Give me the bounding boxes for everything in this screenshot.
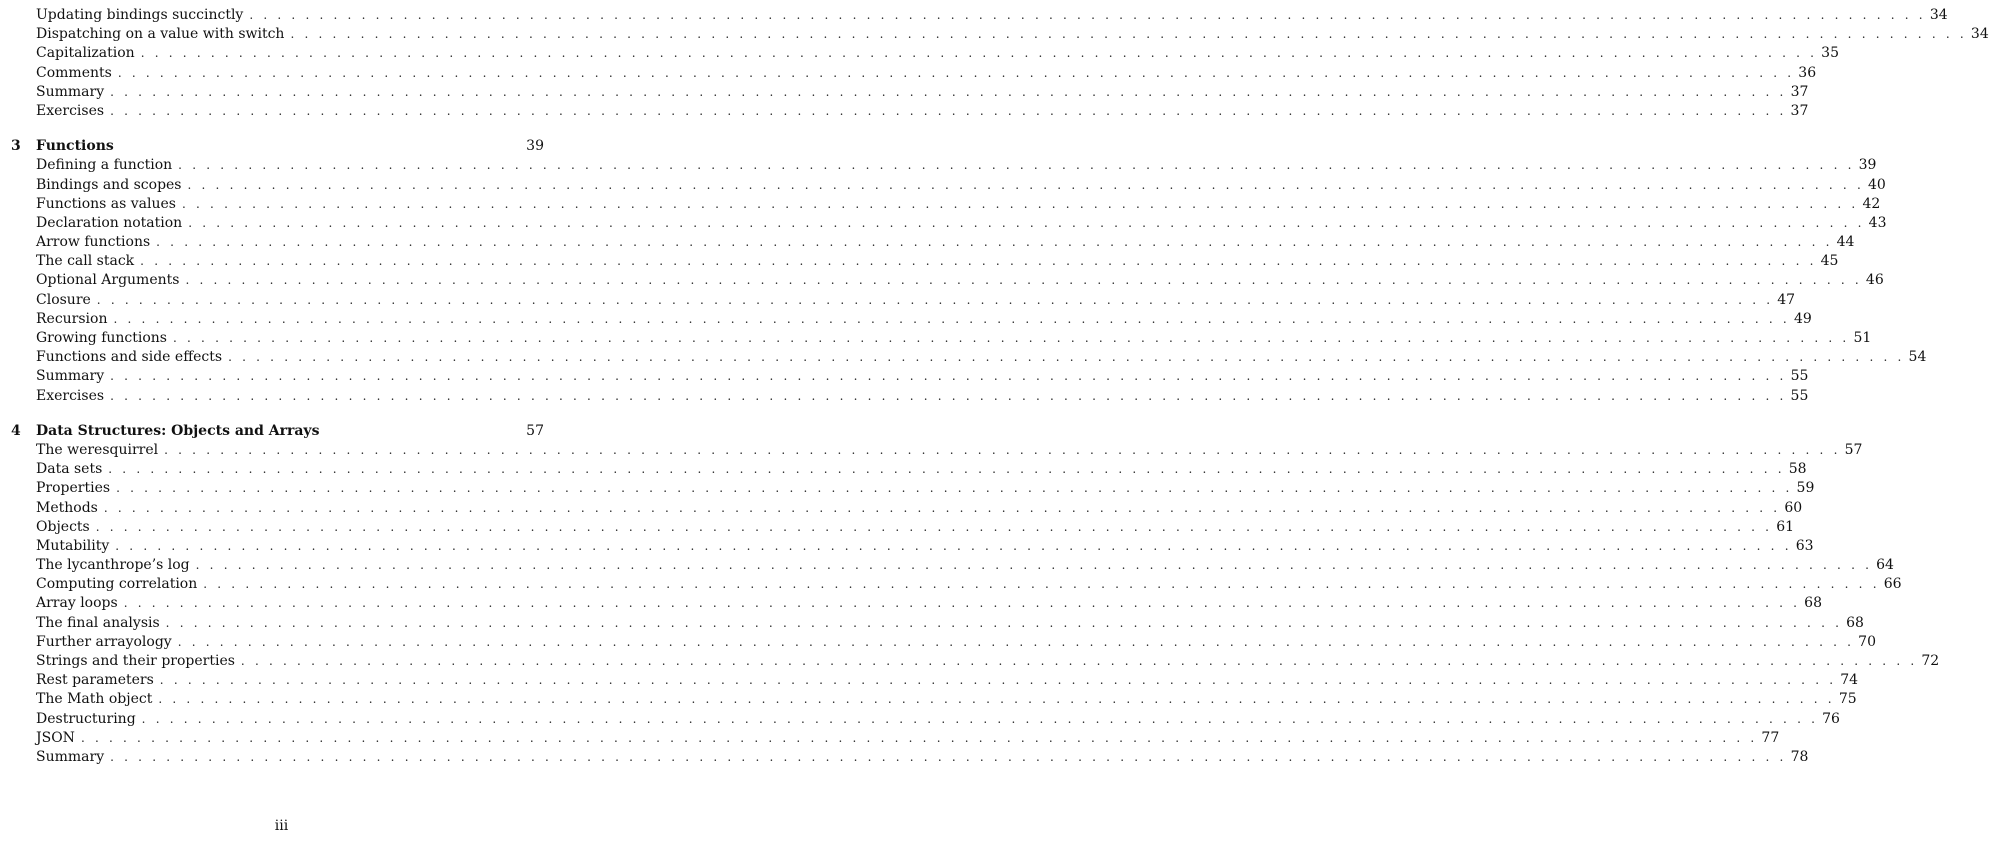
dot-leader: . . . . . . . . . . . . . . . . . . . . . . . . . . . . . . . . . . . . . . . . . . . . . . . . . . . . . . . . . . . . . . . . . . . . . . . . . . . . . . . . . . . . . . . . . . . . . . . . . . . . . . . . . . . . . . . . . . . . . . . . <box>95 519 1773 534</box>
dot-leader: . . . . . . . . . . . . . . . . . . . . . . . . . . . . . . . . . . . . . . . . . . . . . . . . . . . . . . . . . . . . . . . . . . . . . . . . . . . . . . . . . . . . . . . . . . . . . . . . . . . . . . . . . . . . . . . . . . . . . . . . <box>110 369 1787 384</box>
toc-entry-title: Methods <box>36 499 98 516</box>
dot-leader: . . . . . . . . . . . . . . . . . . . . . . . . . . . . . . . . . . . . . . . . . . . . . . . . . . . . . . . . . . . . . . . . . . . . . . . . . . . . . . . . . . . . . . . . . . . . . . . . . . . . . . . . . . . . . . . . . . . . . . . . <box>123 596 1801 611</box>
table-of-contents <box>0 6 1989 767</box>
dot-leader: . . . . . . . . . . . . . . . . . . . . . . . . . . . . . . . . . . . . . . . . . . . . . . . . . . . . . . . . . . . . . . . . . . . . . . . . . . . . . . . . . . . . . . . . . . . . . . . . . . . . . . . . . . . . . . . . . . . . . . . . <box>165 615 1843 630</box>
toc-entry-page-number: 36 <box>1798 64 1817 81</box>
toc-entry-page-number: 35 <box>1821 45 1839 62</box>
dot-leader: . . . . . . . . . . . . . . . . . . . . . . . . . . . . . . . . . . . . . . . . . . . . . . . . . . . . . . . . . . . . . . . . . . . . . . . . . . . . . . . . . . . . . . . . . . . . . . . . . . . . . . . . . . . . . . . . . . . . . . . . <box>185 273 1862 288</box>
dot-leader: . . . . . . . . . . . . . . . . . . . . . . . . . . . . . . . . . . . . . . . . . . . . . . . . . . . . . . . . . . . . . . . . . . . . . . . . . . . . . . . . . . . . . . . . . . . . . . . . . . . . . . . . . . . . . . . . . . . . . . . . <box>187 177 1864 192</box>
toc-entry[interactable] <box>0 310 1812 329</box>
toc-entry-title: Exercises <box>36 102 105 119</box>
toc-entry-title: Computing correlation <box>36 576 198 593</box>
toc-entry-page-number: 34 <box>1970 26 1989 43</box>
toc-entry[interactable] <box>0 460 1807 479</box>
toc-entry-title: Rest parameters <box>36 672 154 689</box>
toc-entry-page-number: 76 <box>1822 710 1840 727</box>
dot-leader: . . . . . . . . . . . . . . . . . . . . . . . . . . . . . . . . . . . . . . . . . . . . . . . . . . . . . . . . . . . . . . . . . . . . . . . . . . . . . . . . . . . . . . . . . . . . . . . . . . . . . . . . . . . . . . . . . . . . . . . . <box>140 254 1817 269</box>
toc-entry-title: Mutability <box>36 537 110 554</box>
toc-entry-title: Exercises <box>36 387 105 404</box>
toc-entry-title: Updating bindings succinctly <box>36 7 244 23</box>
toc-entry[interactable] <box>0 387 1809 406</box>
toc-entry-page-number: 54 <box>1908 349 1927 366</box>
toc-entry-page-number: 47 <box>1777 291 1796 308</box>
toc-entry-page-number: 77 <box>1761 729 1780 746</box>
toc-entry[interactable] <box>0 271 1884 290</box>
dot-leader: . . . . . . . . . . . . . . . . . . . . . . . . . . . . . . . . . . . . . . . . . . . . . . . . . . . . . . . . . . . . . . . . . . . . . . . . . . . . . . . . . . . . . . . . . . . . . . . . . . . . . . . . . . . . . . . . . . . . . . . . <box>110 84 1787 99</box>
toc-entry-title: Summary <box>36 748 105 765</box>
toc-entry[interactable] <box>0 594 1822 613</box>
toc-entry[interactable] <box>0 102 1809 121</box>
toc-entry-title: Further arrayology <box>36 633 172 650</box>
toc-entry[interactable] <box>0 195 1881 214</box>
dot-leader: . . . . . . . . . . . . . . . . . . . . . . . . . . . . . . . . . . . . . . . . . . . . . . . . . . . . . . . . . . . . . . . . . . . . . . . . . . . . . . . . . . . . . . . . . . . . . . . . . . . . . . . . . . . . . . . . . . . . . . . . <box>177 634 1855 649</box>
toc-entry-page-number: 63 <box>1795 537 1814 554</box>
toc-entry-title: The call stack <box>36 253 135 270</box>
toc-entry-title: Properties <box>36 480 111 497</box>
toc-entry-page-number: 68 <box>1846 614 1864 631</box>
toc-entry-title: Capitalization <box>36 45 135 62</box>
dot-leader: . . . . . . . . . . . . . . . . . . . . . . . . . . . . . . . . . . . . . . . . . . . . . . . . . . . . . . . . . . . . . . . . . . . . . . . . . . . . . . . . . . . . . . . . . . . . . . . . . . . . . . . . . . . . . . . . . . . . . . . . <box>140 46 1818 61</box>
toc-entry-page-number: 72 <box>1921 653 1940 669</box>
toc-entry-title: Recursion <box>36 310 108 327</box>
chapter-title: Data Structures: Objects and Arrays <box>36 422 320 439</box>
toc-entry-page-number: 68 <box>1804 595 1822 612</box>
toc-entry[interactable] <box>0 83 1809 102</box>
dot-leader: . . . . . . . . . . . . . . . . . . . . . . . . . . . . . . . . . . . . . . . . . . . . . . . . . . . . . . . . . . . . . . . . . . . . . . . . . . . . . . . . . . . . . . . . . . . . . . . . . . . . . . . . . . . . . . . . . . . . . . . . <box>108 462 1785 477</box>
toc-entry[interactable] <box>0 233 1855 252</box>
toc-entry-page-number: 51 <box>1853 330 1872 346</box>
toc-entry-title: Dispatching on a value with switch <box>36 26 285 43</box>
toc-entry-page-number: 74 <box>1840 672 1859 689</box>
dot-leader: . . . . . . . . . . . . . . . . . . . . . . . . . . . . . . . . . . . . . . . . . . . . . . . . . . . . . . . . . . . . . . . . . . . . . . . . . . . . . . . . . . . . . . . . . . . . . . . . . . . . . . . . . . . . . . . . . . . . . . . . <box>116 481 1793 496</box>
toc-entry-title: Declaration notation <box>36 214 183 231</box>
dot-leader: . . . . . . . . . . . . . . . . . . . . . . . . . . . . . . . . . . . . . . . . . . . . . . . . . . . . . . . . . . . . . . . . . . . . . . . . . . . . . . . . . . . . . . . . . . . . . . . . . . . . . . . . . . . . . . . . . . . . . . . . <box>96 292 1774 307</box>
toc-entry-page-number: 39 <box>1858 157 1877 174</box>
chapter-heading[interactable] <box>0 422 563 441</box>
toc-entry-title: Growing functions <box>36 330 167 346</box>
dot-leader: . . . . . . . . . . . . . . . . . . . . . . . . . . . . . . . . . . . . . . . . . . . . . . . . . . . . . . . . . . . . . . . . . . . . . . . . . . . . . . . . . . . . . . . . . . . . . . . . . . . . . . . . . . . . . . . . . . . . . . . . <box>158 692 1835 707</box>
dot-leader: . . . . . . . . . . . . . . . . . . . . . . . . . . . . . . . . . . . . . . . . . . . . . . . . . . . . . . . . . . . . . . . . . . . . . . . . . . . . . . . . . . . . . . . . . . . . . . . . . . . . . . . . . . . . . . . . . . . . . . . . <box>240 654 1918 668</box>
dot-leader: . . . . . . . . . . . . . . . . . . . . . . . . . . . . . . . . . . . . . . . . . . . . . . . . . . . . . . . . . . . . . . . . . . . . . . . . . . . . . . . . . . . . . . . . . . . . . . . . . . . . . . . . . . . . . . . . . . . . . . . . <box>110 749 1787 764</box>
toc-entry-page-number: 64 <box>1876 557 1894 574</box>
toc-entry[interactable] <box>0 44 1839 63</box>
toc-entry-page-number: 55 <box>1790 387 1809 404</box>
dot-leader: . . . . . . . . . . . . . . . . . . . . . . . . . . . . . . . . . . . . . . . . . . . . . . . . . . . . . . . . . . . . . . . . . . . . . . . . . . . . . . . . . . . . . . . . . . . . . . . . . . . . . . . . . . . . . . . . . . . . . . . . <box>115 538 1792 553</box>
toc-entry[interactable] <box>0 690 1857 709</box>
toc-entry[interactable] <box>0 710 1840 729</box>
toc-entry-page-number: 37 <box>1790 102 1809 119</box>
toc-entry-page-number: 57 <box>1844 441 1863 458</box>
toc-entry-title: The lycanthrope’s log <box>36 557 190 574</box>
chapter-title: Functions <box>36 138 114 155</box>
dot-leader: . . . . . . . . . . . . . . . . . . . . . . . . . . . . . . . . . . . . . . . . . . . . . . . . . . . . . . . . . . . . . . . . . . . . . . . . . . . . . . . . . . . . . . . . . . . . . . . . . . . . . . . . . . . . . . . . . . . . . . . . <box>156 235 1833 250</box>
toc-entry[interactable] <box>0 479 1815 498</box>
toc-entry[interactable] <box>0 518 1795 537</box>
chapter-page-number: 57 <box>526 422 544 439</box>
dot-leader: . . . . . . . . . . . . . . . . . . . . . . . . . . . . . . . . . . . . . . . . . . . . . . . . . . . . . . . . . . . . . . . . . . . . . . . . . . . . . . . . . . . . . . . . . . . . . . . . . . . . . . . . . . . . . . . . . . . . . . . . <box>113 311 1790 326</box>
dot-leader: . . . . . . . . . . . . . . . . . . . . . . . . . . . . . . . . . . . . . . . . . . . . . . . . . . . . . . . . . . . . . . . . . . . . . . . . . . . . . . . . . . . . . . . . . . . . . . . . . . . . . . . . . . . . . . . . . . . . . . . . <box>172 331 1850 345</box>
toc-entry-page-number: 40 <box>1867 176 1886 193</box>
toc-entry-title: Defining a function <box>36 157 173 174</box>
dot-leader: . . . . . . . . . . . . . . . . . . . . . . . . . . . . . . . . . . . . . . . . . . . . . . . . . . . . . . . . . . . . . . . . . . . . . . . . . . . . . . . . . . . . . . . . . . . . . . . . . . . . . . . . . . . . . . . . . . . . . . . . <box>181 196 1859 211</box>
toc-entry[interactable] <box>0 537 1814 556</box>
toc-entry-page-number: 37 <box>1790 83 1809 100</box>
toc-entry-title: Objects <box>36 518 90 535</box>
dot-leader: . . . . . . . . . . . . . . . . . . . . . . . . . . . . . . . . . . . . . . . . . . . . . . . . . . . . . . . . . . . . . . . . . . . . . . . . . . . . . . . . . . . . . . . . . . . . . . . . . . . . . . . . . . . . . . . . . . . . . . . . <box>159 673 1837 688</box>
dot-leader: . . . . . . . . . . . . . . . . . . . . . . . . . . . . . . . . . . . . . . . . . . . . . . . . . . . . . . . . . . . . . . . . . . . . . . . . . . . . . . . . . . . . . . . . . . . . . . . . . . . . . . . . . . . . . . . . . . . . . . . . <box>80 730 1758 745</box>
toc-entry-title: Functions and side effects <box>36 349 223 366</box>
toc-entry[interactable] <box>0 367 1809 386</box>
toc-entry[interactable] <box>0 348 1927 367</box>
chapter-number: 4 <box>11 422 21 439</box>
page-number-footer: iii <box>274 818 289 834</box>
toc-entry-page-number: 55 <box>1790 368 1809 385</box>
toc-entry-page-number: 75 <box>1838 691 1857 708</box>
toc-entry-page-number: 70 <box>1858 633 1876 650</box>
toc-entry[interactable] <box>0 671 1859 690</box>
toc-entry-page-number: 78 <box>1790 748 1809 765</box>
toc-entry-title: Strings and their properties <box>36 653 235 669</box>
toc-entry[interactable] <box>0 729 1780 748</box>
toc-entry-page-number: 66 <box>1883 576 1902 593</box>
toc-entry-page-number: 34 <box>1929 7 1948 23</box>
toc-entry[interactable] <box>0 156 1877 175</box>
toc-entry[interactable] <box>0 575 1902 594</box>
toc-entry-title: Summary <box>36 83 105 100</box>
toc-entry[interactable] <box>0 748 1809 767</box>
toc-entry-title: JSON <box>36 729 75 746</box>
toc-entry[interactable] <box>0 633 1876 652</box>
dot-leader: . . . . . . . . . . . . . . . . . . . . . . . . . . . . . . . . . . . . . . . . . . . . . . . . . . . . . . . . . . . . . . . . . . . . . . . . . . . . . . . . . . . . . . . . . . . . . . . . . . . . . . . . . . . . . . . . . . . . . . . . <box>117 65 1795 80</box>
toc-entry-title: Arrow functions <box>36 234 151 251</box>
dot-leader: . . . . . . . . . . . . . . . . . . . . . . . . . . . . . . . . . . . . . . . . . . . . . . . . . . . . . . . . . . . . . . . . . . . . . . . . . . . . . . . . . . . . . . . . . . . . . . . . . . . . . . . . . . . . . . . . . . . . . . . . <box>110 388 1787 403</box>
toc-entry[interactable] <box>0 291 1796 310</box>
toc-entry-page-number: 43 <box>1868 214 1887 231</box>
dot-leader: . . . . . . . . . . . . . . . . . . . . . . . . . . . . . . . . . . . . . . . . . . . . . . . . . . . . . . . . . . . . . . . . . . . . . . . . . . . . . . . . . . . . . . . . . . . . . . . . . . . . . . . . . . . . . . . . . . . . . . . . <box>141 711 1819 726</box>
toc-entry[interactable] <box>0 214 1887 233</box>
toc-entry-title: Bindings and scopes <box>36 176 182 193</box>
toc-entry[interactable] <box>0 176 1886 195</box>
dot-leader: . . . . . . . . . . . . . . . . . . . . . . . . . . . . . . . . . . . . . . . . . . . . . . . . . . . . . . . . . . . . . . . . . . . . . . . . . . . . . . . . . . . . . . . . . . . . . . . . . . . . . . . . . . . . . . . . . . . . . . . . <box>188 215 1865 230</box>
dot-leader: . . . . . . . . . . . . . . . . . . . . . . . . . . . . . . . . . . . . . . . . . . . . . . . . . . . . . . . . . . . . . . . . . . . . . . . . . . . . . . . . . . . . . . . . . . . . . . . . . . . . . . . . . . . . . . . . . . . . . . . . <box>103 500 1781 515</box>
toc-entry-title: Comments <box>36 64 112 81</box>
toc-entry-page-number: 58 <box>1788 461 1807 478</box>
toc-entry[interactable] <box>0 25 1989 44</box>
toc-entry-page-number: 45 <box>1820 253 1839 270</box>
dot-leader: . . . . . . . . . . . . . . . . . . . . . . . . . . . . . . . . . . . . . . . . . . . . . . . . . . . . . . . . . . . . . . . . . . . . . . . . . . . . . . . . . . . . . . . . . . . . . . . . . . . . . . . . . . . . . . . . . . . . . . . . <box>195 558 1873 573</box>
toc-entry[interactable] <box>0 614 1864 633</box>
chapter-heading[interactable] <box>0 137 563 156</box>
toc-entry-page-number: 59 <box>1796 480 1815 497</box>
chapter-page-number: 39 <box>526 138 544 155</box>
toc-entry-title: Summary <box>36 368 105 385</box>
toc-entry[interactable] <box>0 499 1803 518</box>
dot-leader: . . . . . . . . . . . . . . . . . . . . . . . . . . . . . . . . . . . . . . . . . . . . . . . . . . . . . . . . . . . . . . . . . . . . . . . . . . . . . . . . . . . . . . . . . . . . . . . . . . . . . . . . . . . . . . . . . . . . . . . . <box>249 8 1926 22</box>
toc-entry[interactable] <box>0 652 1940 671</box>
toc-entry-page-number: 60 <box>1784 499 1803 516</box>
dot-leader: . . . . . . . . . . . . . . . . . . . . . . . . . . . . . . . . . . . . . . . . . . . . . . . . . . . . . . . . . . . . . . . . . . . . . . . . . . . . . . . . . . . . . . . . . . . . . . . . . . . . . . . . . . . . . . . . . . . . . . . . <box>110 103 1787 118</box>
toc-entry[interactable] <box>0 252 1839 271</box>
toc-entry-title: The Math object <box>36 691 153 708</box>
toc-entry-title: Closure <box>36 291 91 308</box>
toc-entry-title: The final analysis <box>36 614 160 631</box>
toc-entry[interactable] <box>0 6 1948 25</box>
dot-leader: . . . . . . . . . . . . . . . . . . . . . . . . . . . . . . . . . . . . . . . . . . . . . . . . . . . . . . . . . . . . . . . . . . . . . . . . . . . . . . . . . . . . . . . . . . . . . . . . . . . . . . . . . . . . . . . . . . . . . . . . <box>203 577 1880 592</box>
toc-entry-page-number: 61 <box>1776 518 1795 535</box>
toc-entry-page-number: 44 <box>1836 234 1855 251</box>
toc-entry[interactable] <box>0 64 1817 83</box>
toc-entry-title: Array loops <box>36 595 118 612</box>
toc-entry[interactable] <box>0 329 1872 348</box>
toc-entry-title: Data sets <box>36 461 103 478</box>
dot-leader: . . . . . . . . . . . . . . . . . . . . . . . . . . . . . . . . . . . . . . . . . . . . . . . . . . . . . . . . . . . . . . . . . . . . . . . . . . . . . . . . . . . . . . . . . . . . . . . . . . . . . . . . . . . . . . . . . . . . . . . . <box>164 442 1841 457</box>
toc-entry[interactable] <box>0 556 1894 575</box>
dot-leader: . . . . . . . . . . . . . . . . . . . . . . . . . . . . . . . . . . . . . . . . . . . . . . . . . . . . . . . . . . . . . . . . . . . . . . . . . . . . . . . . . . . . . . . . . . . . . . . . . . . . . . . . . . . . . . . . . . . . . . . . <box>228 350 1905 365</box>
dot-leader: . . . . . . . . . . . . . . . . . . . . . . . . . . . . . . . . . . . . . . . . . . . . . . . . . . . . . . . . . . . . . . . . . . . . . . . . . . . . . . . . . . . . . . . . . . . . . . . . . . . . . . . . . . . . . . . . . . . . . . . . <box>178 158 1855 173</box>
toc-entry-title: The weresquirrel <box>36 441 159 458</box>
chapter-number: 3 <box>11 138 21 155</box>
toc-entry-page-number: 42 <box>1862 195 1881 212</box>
toc-entry[interactable] <box>0 441 1863 460</box>
toc-entry-page-number: 46 <box>1865 272 1884 289</box>
toc-entry-page-number: 49 <box>1793 310 1812 327</box>
toc-entry-title: Optional Arguments <box>36 272 180 289</box>
dot-leader: . . . . . . . . . . . . . . . . . . . . . . . . . . . . . . . . . . . . . . . . . . . . . . . . . . . . . . . . . . . . . . . . . . . . . . . . . . . . . . . . . . . . . . . . . . . . . . . . . . . . . . . . . . . . . . . . . . . . . . . . <box>290 27 1967 42</box>
toc-entry-title: Destructuring <box>36 710 136 727</box>
toc-entry-title: Functions as values <box>36 195 176 212</box>
